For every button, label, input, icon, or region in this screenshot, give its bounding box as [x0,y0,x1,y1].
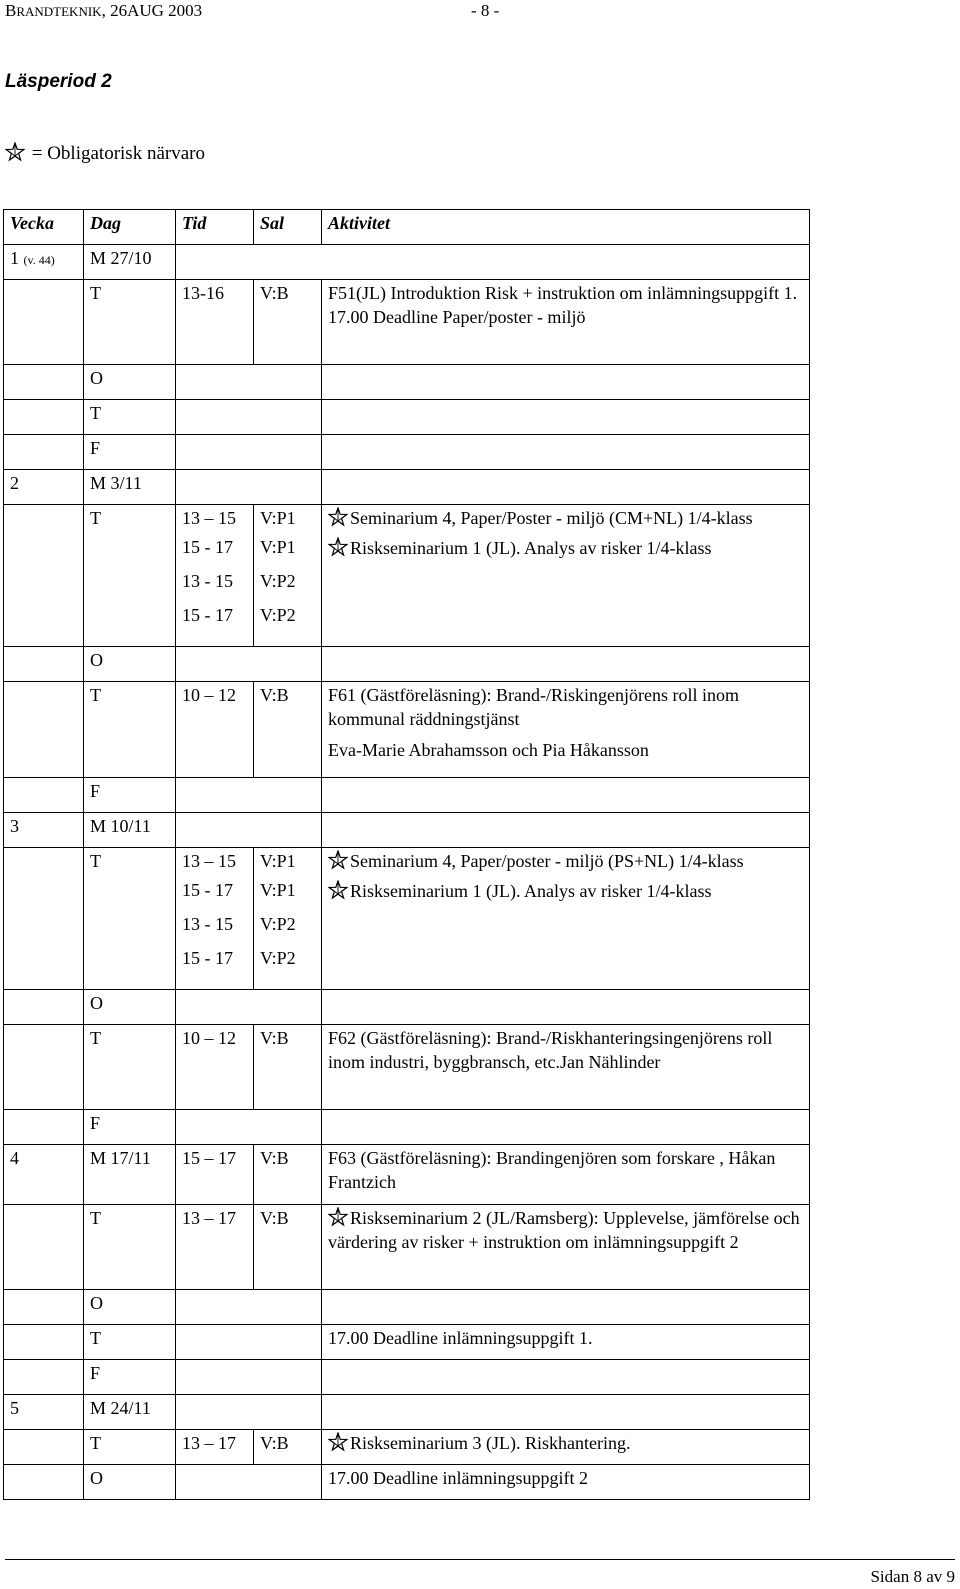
table-row [4,682,810,778]
week-cell: 4 [4,1145,84,1205]
day-cell: T [84,682,176,778]
page-number: - 8 - [471,1,500,20]
time-cell: 13-16 [176,280,254,365]
title-rest: RANDTEKNIK [16,4,102,19]
table-row [4,647,810,682]
day-cell: T [84,848,176,990]
room-cell: V:B [254,682,322,778]
day-cell: O [84,990,176,1025]
day-cell: M 17/11 [84,1145,176,1205]
activity-cell: Riskseminarium 3 (JL). Riskhantering. [322,1430,810,1465]
schedule-table [3,209,810,1500]
day-cell: F [84,778,176,813]
day-cell: O [84,647,176,682]
table-header-row [4,210,810,245]
room-cell: V:P1 V:P1 V:P2 V:P2 [254,505,322,647]
table-row [4,990,810,1025]
activity-cell: Seminarium 4, Paper/Poster - miljö (CM+NL) 1/4-klass Riskseminarium 1 (JL). Analys av risker 1/4-klass [322,505,810,647]
time-cell: 13 – 17 [176,1205,254,1290]
star-icon [328,1432,350,1452]
star-icon [328,1207,350,1227]
room-cell: V:B [254,280,322,365]
day-cell: T [84,280,176,365]
star-icon [328,507,350,527]
day-cell: M 10/11 [84,813,176,848]
table-row [4,1465,810,1500]
day-cell: T [84,1430,176,1465]
day-cell: T [84,1325,176,1360]
day-cell: T [84,1025,176,1110]
day-cell: T [84,1205,176,1290]
day-cell: M 3/11 [84,470,176,505]
time-cell: 13 – 15 15 - 17 13 - 15 15 - 17 [176,848,254,990]
table-row [4,813,810,848]
day-cell: M 24/11 [84,1395,176,1430]
room-cell: V:P1 V:P1 V:P2 V:P2 [254,848,322,990]
title-date: , 26AUG 2003 [101,1,203,20]
table-row [4,778,810,813]
table-row [4,1205,810,1290]
table-row [4,1395,810,1430]
table-row [4,470,810,505]
table-row [4,1360,810,1395]
room-cell: V:B [254,1430,322,1465]
activity-cell: F63 (Gästföreläsning): Brandingenjören som forskare , Håkan Frantzich [322,1145,810,1205]
table-row [4,1110,810,1145]
star-icon [328,880,350,900]
week-cell: 5 [4,1395,84,1430]
day-cell: T [84,400,176,435]
header-sal: Sal [254,210,322,245]
time-cell: 13 – 17 [176,1430,254,1465]
day-cell: O [84,1465,176,1500]
table-row [4,435,810,470]
header-aktivitet: Aktivitet [322,210,810,245]
table-row [4,245,810,280]
activity-cell: F62 (Gästföreläsning): Brand-/Riskhanteringsingenjörens roll inom industri, byggbransch, etc.Jan Nählinder [322,1025,810,1110]
activity-cell: F61 (Gästföreläsning): Brand-/Riskingenjörens roll inom kommunal räddningstjänst Eva-Marie Abrahamsson och Pia Håkansson [322,682,810,778]
time-cell: 15 – 17 [176,1145,254,1205]
day-cell: F [84,1110,176,1145]
table-row [4,1325,810,1360]
room-cell: V:B [254,1205,322,1290]
page-header [5,0,955,24]
week-cell: 2 [4,470,84,505]
table-row [4,505,810,647]
activity-cell: F51(JL) Introduktion Risk + instruktion om inlämningsuppgift 1. 17.00 Deadline Paper/poster - miljö [322,280,810,365]
activity-cell: 17.00 Deadline inlämningsuppgift 1. [322,1325,810,1360]
day-cell: O [84,1290,176,1325]
table-row [4,400,810,435]
week-cell: 3 [4,813,84,848]
day-cell: M 27/10 [84,245,176,280]
header-dag: Dag [84,210,176,245]
time-cell: 13 – 15 15 - 17 13 - 15 15 - 17 [176,505,254,647]
day-cell: F [84,1360,176,1395]
table-row [4,1290,810,1325]
period-title: Läsperiod 2 [5,71,112,92]
legend-text: = Obligatorisk närvaro [27,143,205,164]
table-row [4,1145,810,1205]
table-row [4,1025,810,1110]
time-cell: 10 – 12 [176,1025,254,1110]
table-row [4,1430,810,1465]
week-cell: 1 (v. 44) [4,245,84,280]
star-icon [328,537,350,557]
table-row [4,280,810,365]
table-row [4,365,810,400]
day-cell: O [84,365,176,400]
activity-cell: Seminarium 4, Paper/poster - miljö (PS+NL) 1/4-klass Riskseminarium 1 (JL). Analys av risker 1/4-klass [322,848,810,990]
time-cell: 10 – 12 [176,682,254,778]
title-initial: B [5,1,17,20]
activity-cell: 17.00 Deadline inlämningsuppgift 2 [322,1465,810,1500]
room-cell: V:B [254,1145,322,1205]
page-footer: Sidan 8 av 9 [870,1567,955,1586]
footer-divider [5,1559,955,1560]
header-tid: Tid [176,210,254,245]
header-vecka: Vecka [4,210,84,245]
activity-cell: Riskseminarium 2 (JL/Ramsberg): Upplevelse, jämförelse och värdering av risker + instruktion om inlämningsuppgift 2 [322,1205,810,1290]
day-cell: T [84,505,176,647]
legend [5,141,205,167]
day-cell: F [84,435,176,470]
star-icon [5,142,27,162]
document-title [5,0,202,23]
room-cell: V:B [254,1025,322,1110]
star-icon [328,850,350,870]
table-row [4,848,810,990]
